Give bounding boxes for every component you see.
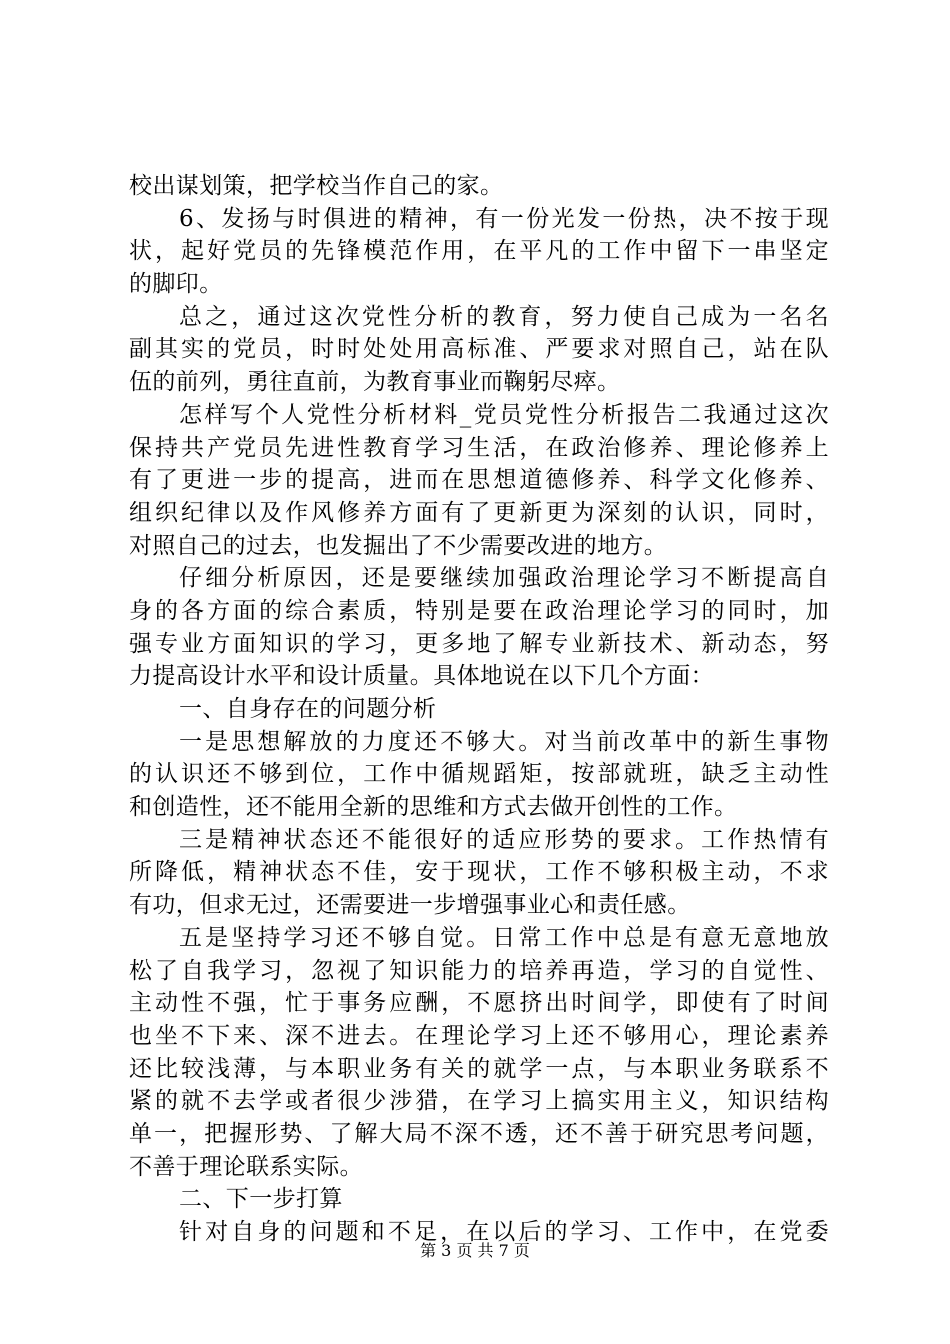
text-line: 状，起好党员的先锋模范作用，在平凡的工作中留下一串坚定: [129, 238, 829, 265]
text-line: 伍的前列，勇往直前，为教育事业而鞠躬尽瘁。: [129, 369, 621, 396]
document-body: [129, 170, 829, 1249]
text-line: 松了自我学习，忽视了知识能力的培养再造，学习的自觉性、: [129, 957, 829, 984]
text-line: 身的各方面的综合素质，特别是要在政治理论学习的同时，加: [129, 597, 829, 624]
text-line: 二、下一步打算: [179, 1186, 343, 1213]
text-line: 总之，通过这次党性分析的教育，努力使自己成为一名名: [179, 303, 829, 330]
text-line: 所降低，精神状态不佳，安于现状，工作不够积极主动，不求: [129, 859, 829, 886]
text-line: 对照自己的过去，也发掘出了不少需要改进的地方。: [129, 532, 668, 559]
text-line: 也坐不下来、深不进去。在理论学习上还不够用心，理论素养: [129, 1022, 829, 1049]
text-line: 6、发扬与时俱进的精神，有一份光发一份热，决不按于现: [179, 205, 829, 232]
text-line: 单一，把握形势、了解大局不深不透，还不善于研究思考问题，: [129, 1120, 829, 1147]
text-line: 力提高设计水平和设计质量。具体地说在以下几个方面：: [129, 663, 714, 690]
text-line: 还比较浅薄，与本职业务有关的就学一点，与本职业务联系不: [129, 1055, 829, 1082]
text-line: 针对自身的问题和不足，在以后的学习、工作中，在党委: [179, 1219, 829, 1245]
text-line: 组织纪律以及作风修养方面有了更新更为深刻的认识，同时，: [129, 499, 829, 526]
text-line: 校出谋划策，把学校当作自己的家。: [129, 173, 504, 199]
text-line: 不善于理论联系实际。: [129, 1153, 363, 1180]
text-line: 仔细分析原因，还是要继续加强政治理论学习不断提高自: [179, 565, 829, 592]
text-line: 一、自身存在的问题分析: [179, 696, 437, 722]
page-footer: 第 3 页 共 7 页: [420, 1241, 530, 1260]
text-line: 的认识还不够到位，工作中循规蹈矩，按部就班，缺乏主动性: [129, 761, 829, 788]
text-line: 五是坚持学习还不够自觉。日常工作中总是有意无意地放: [179, 924, 829, 951]
text-line: 一是思想解放的力度还不够大。对当前改革中的新生事物: [179, 728, 829, 755]
text-line: 紧的就不去学或者很少涉猎，在学习上搞实用主义，知识结构: [129, 1088, 829, 1115]
text-line: 的脚印。: [129, 271, 223, 298]
text-line: 主动性不强，忙于事务应酬，不愿挤出时间学，即使有了时间: [129, 990, 829, 1017]
text-line: 和创造性，还不能用全新的思维和方式去做开创性的工作。: [129, 794, 738, 821]
text-line: 三是精神状态还不能很好的适应形势的要求。工作热情有: [179, 826, 829, 853]
text-line: 有功，但求无过，还需要进一步增强事业心和责任感。: [129, 892, 691, 919]
text-line: 副其实的党员，时时处处用高标准、严要求对照自己，站在队: [129, 336, 829, 363]
text-line: 怎样写个人党性分析材料_党员党性分析报告二我通过这次: [179, 401, 829, 428]
text-line: 有了更进一步的提高，进而在思想道德修养、科学文化修养、: [129, 467, 829, 494]
text-line: 保持共产党员先进性教育学习生活，在政治修养、理论修养上: [129, 434, 829, 461]
text-line: 强专业方面知识的学习，更多地了解专业新技术、新动态，努: [129, 630, 829, 657]
